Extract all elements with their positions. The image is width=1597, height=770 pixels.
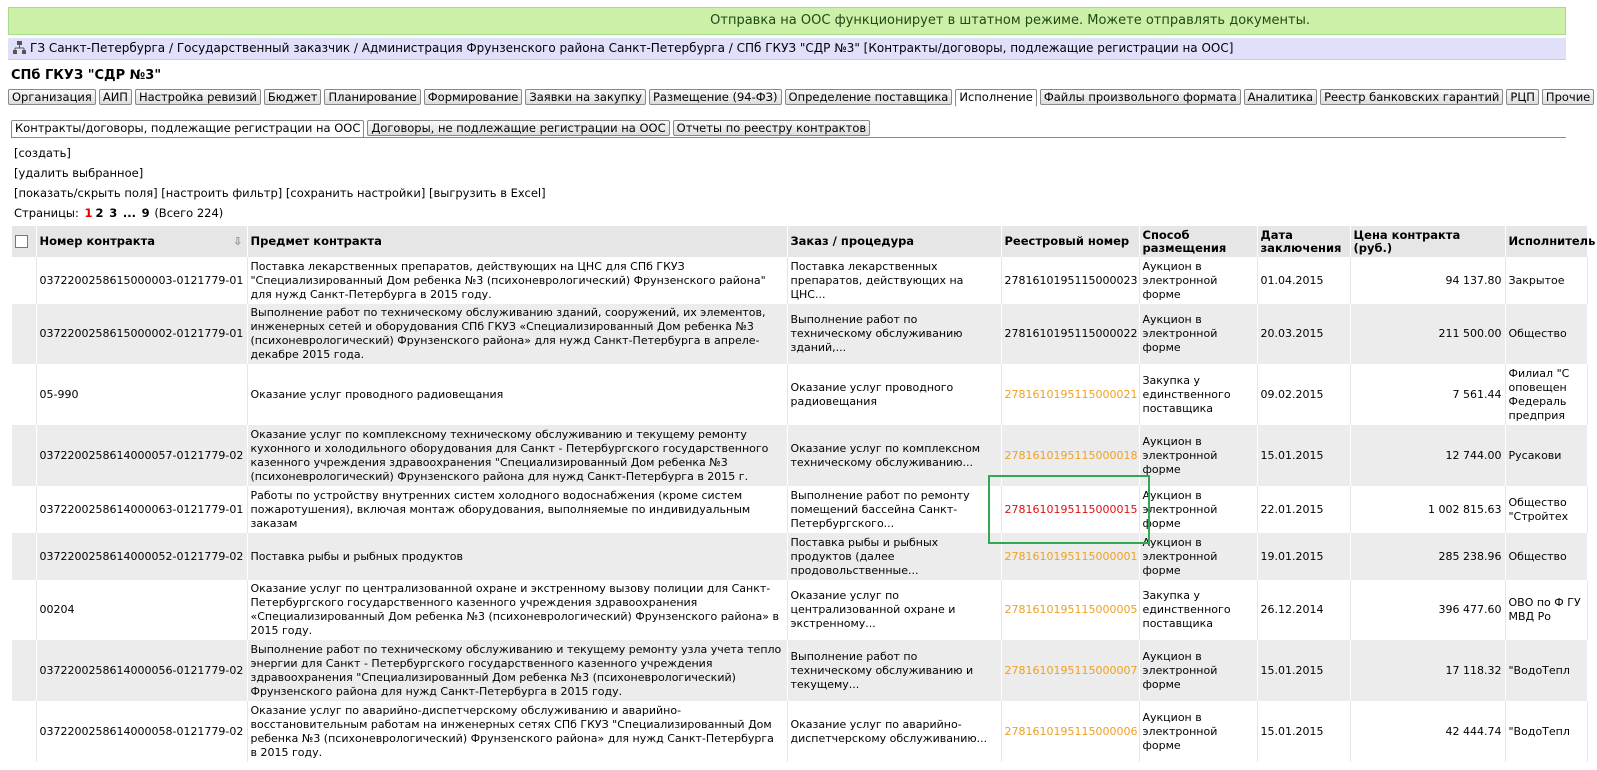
tab-execution[interactable]: Исполнение bbox=[955, 89, 1037, 107]
breadcrumb bbox=[8, 38, 1566, 60]
cell-executor bbox=[1505, 640, 1587, 701]
subtab-registry-reports[interactable]: Отчеты по реестру контрактов bbox=[673, 120, 871, 136]
cell-subject bbox=[247, 486, 787, 533]
tab-rcp[interactable]: РЦП bbox=[1506, 89, 1539, 105]
cell-registry[interactable] bbox=[1001, 533, 1139, 580]
col-number[interactable]: Номер контракта ⇩ bbox=[36, 226, 247, 257]
table-row[interactable] bbox=[12, 533, 1587, 580]
cell-price: 17 118.32 bbox=[1350, 640, 1505, 701]
cell-number[interactable]: 00204 bbox=[36, 580, 247, 640]
cell-method: Закупка у единственного поставщика bbox=[1139, 364, 1257, 425]
pagination-label: Страницы: bbox=[14, 206, 79, 220]
cell-date: 26.12.2014 bbox=[1257, 580, 1350, 640]
cell-price: 42 444.74 bbox=[1350, 701, 1505, 762]
cell-subject bbox=[247, 640, 787, 701]
tab-organization[interactable]: Организация bbox=[8, 89, 96, 105]
settings-row bbox=[14, 186, 546, 200]
cell-executor bbox=[1505, 257, 1587, 304]
contracts-table bbox=[12, 226, 1596, 762]
cell-price: 94 137.80 bbox=[1350, 257, 1505, 304]
cell-price: 285 238.96 bbox=[1350, 533, 1505, 580]
cell-method: Аукцион в электронной форме bbox=[1139, 701, 1257, 762]
cell-registry[interactable] bbox=[1001, 701, 1139, 762]
cell-order bbox=[787, 701, 1001, 762]
order-text: Оказание услуг по комплексном техническому обслуживанию... bbox=[790, 441, 981, 469]
order-text: Поставка лекарственных препаратов, действующих на ЦНС... bbox=[790, 259, 964, 301]
cell-registry[interactable] bbox=[1001, 580, 1139, 640]
page-link-last[interactable]: 9 bbox=[141, 206, 150, 220]
cell-number[interactable]: 0372200258614000058-0121779-02 bbox=[36, 701, 247, 762]
cell-date: 01.04.2015 bbox=[1257, 257, 1350, 304]
row-checkbox-cell bbox=[12, 640, 36, 701]
main-tabs bbox=[8, 89, 1591, 107]
order-text: Выполнение работ по техническому обслуживанию и текущему... bbox=[790, 649, 974, 691]
col-method[interactable]: Способ размещения bbox=[1139, 226, 1257, 257]
row-checkbox-cell bbox=[12, 701, 36, 762]
cell-number[interactable]: 0372200258614000056-0121779-02 bbox=[36, 640, 247, 701]
cell-order bbox=[787, 257, 1001, 304]
row-checkbox-cell bbox=[12, 257, 36, 304]
cell-price: 7 561.44 bbox=[1350, 364, 1505, 425]
subtab-unregistered-contracts[interactable]: Договоры, не подлежащие регистрации на ООС bbox=[367, 120, 669, 136]
delete-selected-link[interactable]: [удалить выбранное] bbox=[14, 166, 144, 180]
cell-subject bbox=[247, 364, 787, 425]
cell-registry[interactable] bbox=[1001, 364, 1139, 425]
tab-custom-files[interactable]: Файлы произвольного формата bbox=[1040, 89, 1241, 105]
divider bbox=[11, 137, 1566, 138]
table-row[interactable] bbox=[12, 486, 1587, 533]
subject-text: Выполнение работ по техническому обслуживанию зданий, сооружений, их элементов, инженерных сетей и оборудования СПб ГКУЗ «Специализированный Дом ребенка №3 (психоневрологический) Фрунзенского района» для нужд Санкт-Петербурга в апреле-декабре 2015 года. bbox=[250, 306, 766, 361]
breadcrumb-text[interactable]: ГЗ Санкт-Петербурга / Государственный заказчик / Администрация Фрунзенского района Санкт-Петербурга / СПб ГКУЗ "СДР №3" [Контракты/договоры, подлежащие регистрации на ООС] bbox=[30, 41, 1234, 55]
tab-audit-settings[interactable]: Настройка ревизий bbox=[135, 89, 261, 105]
cell-date: 19.01.2015 bbox=[1257, 533, 1350, 580]
cell-method: Аукцион в электронной форме bbox=[1139, 640, 1257, 701]
registry-number-link[interactable]: 2781610195115000022 bbox=[1004, 327, 1138, 340]
cell-executor bbox=[1505, 533, 1587, 580]
create-row bbox=[14, 146, 71, 160]
executor-text: Русакови bbox=[1508, 448, 1562, 462]
cell-date: 09.02.2015 bbox=[1257, 364, 1350, 425]
cell-executor bbox=[1505, 364, 1587, 425]
table-header-row bbox=[12, 226, 1587, 257]
cell-subject bbox=[247, 257, 787, 304]
col-subject[interactable]: Предмет контракта bbox=[247, 226, 787, 257]
cell-date: 15.01.2015 bbox=[1257, 701, 1350, 762]
toggle-fields-link[interactable]: [показать/скрыть поля] bbox=[14, 186, 158, 200]
tab-aip[interactable]: АИП bbox=[99, 89, 132, 105]
cell-order bbox=[787, 533, 1001, 580]
cell-registry[interactable] bbox=[1001, 486, 1139, 533]
cell-method: Аукцион в электронной форме bbox=[1139, 533, 1257, 580]
order-text: Выполнение работ по ремонту помещений бассейна Санкт-Петербургского... bbox=[790, 488, 970, 530]
cell-executor bbox=[1505, 701, 1587, 762]
cell-price: 211 500.00 bbox=[1350, 304, 1505, 364]
page-ellipsis: ... bbox=[122, 206, 136, 220]
registry-number-link[interactable]: 2781610195115000001 bbox=[1004, 549, 1138, 563]
tab-budget[interactable]: Бюджет bbox=[264, 89, 322, 105]
sub-tabs bbox=[11, 120, 873, 138]
cell-order bbox=[787, 580, 1001, 640]
order-text: Оказание услуг по централизованной охране и экстренному... bbox=[790, 589, 956, 630]
cell-registry[interactable] bbox=[1001, 304, 1139, 364]
pagination-total: (Всего 224) bbox=[154, 206, 224, 220]
cell-executor bbox=[1505, 304, 1587, 364]
col-date[interactable]: Дата заключения bbox=[1257, 226, 1350, 257]
tab-purchase-requests[interactable]: Заявки на закупку bbox=[525, 89, 646, 105]
table-row[interactable] bbox=[12, 425, 1587, 486]
cell-method: Аукцион в электронной форме bbox=[1139, 257, 1257, 304]
subject-text: Выполнение работ по техническому обслуживанию и текущему ремонту узла учета тепло энергии для Санкт - Петербургского государственного казенного учреждения здравоохранения "Специализированный Дом ребенка №3 (психоневрологический) Фрунзенского района для нужд Санкт-Петербурга в 2015 году. bbox=[250, 642, 782, 698]
tab-supplier-selection[interactable]: Определение поставщика bbox=[785, 89, 953, 105]
order-text: Оказание услуг по аварийно-диспетчерскому обслуживанию... bbox=[790, 717, 988, 745]
create-link[interactable]: [создать] bbox=[14, 146, 71, 160]
cell-order bbox=[787, 304, 1001, 364]
cell-method: Аукцион в электронной форме bbox=[1139, 486, 1257, 533]
registry-number-link[interactable]: 2781610195115000023 bbox=[1004, 273, 1138, 287]
row-checkbox-cell bbox=[12, 364, 36, 425]
page-current: 1 bbox=[84, 206, 93, 220]
cell-subject bbox=[247, 425, 787, 486]
subject-text: Работы по устройству внутренних систем холодного водоснабжения (кроме систем пожаротушения), включая монтаж оборудования, выполняемые по индивидуальным заказам bbox=[250, 488, 751, 530]
col-order[interactable]: Заказ / процедура bbox=[787, 226, 1001, 257]
executor-text: ОВО по Ф ГУ МВД Ро bbox=[1508, 596, 1581, 623]
executor-text: Общество bbox=[1508, 549, 1567, 563]
subject-text: Оказание услуг по аварийно-диспетчерскому обслуживанию и аварийно-восстановительным работам на инженерных сетях СПб ГКУЗ "Специализированный Дом ребенка №3 (психоневрологический) Фрунзенского района» для нужд Санкт-Петербурга в 2015 году. bbox=[250, 703, 774, 759]
tab-bank-guarantees[interactable]: Реестр банковских гарантий bbox=[1320, 89, 1503, 105]
subject-text: Оказание услуг по комплексному техническому обслуживанию и текущему ремонту кухонного и холодильного оборудования для Санкт - Петербургского государственного казенного учреждения здравоохранения "Специализированный Дом ребенка №3 (психоневрологический) Фрунзенского района для нужд Санкт-Петербурга в 2015 г. bbox=[250, 427, 769, 483]
table-row[interactable] bbox=[12, 304, 1587, 364]
registry-number-link[interactable]: 2781610195115000006 bbox=[1004, 724, 1138, 738]
cell-date: 20.03.2015 bbox=[1257, 304, 1350, 364]
tab-forming[interactable]: Формирование bbox=[424, 89, 523, 105]
registry-number-link[interactable]: 2781610195115000018 bbox=[1004, 448, 1138, 462]
filter-link[interactable]: [настроить фильтр] bbox=[161, 186, 283, 200]
cell-method: Закупка у единственного поставщика bbox=[1139, 580, 1257, 640]
table-row[interactable] bbox=[12, 257, 1587, 304]
executor-text: "ВодоТепл bbox=[1508, 724, 1570, 738]
cell-subject bbox=[247, 701, 787, 762]
subject-text: Оказание услуг проводного радиовещания bbox=[250, 387, 504, 401]
save-settings-link[interactable]: [сохранить настройки] bbox=[285, 186, 426, 200]
cell-registry[interactable] bbox=[1001, 425, 1139, 486]
cell-order bbox=[787, 486, 1001, 533]
subtab-registered-contracts[interactable]: Контракты/договоры, подлежащие регистрации на ООС bbox=[11, 120, 364, 138]
cell-price: 396 477.60 bbox=[1350, 580, 1505, 640]
cell-registry[interactable] bbox=[1001, 640, 1139, 701]
delete-row bbox=[14, 166, 143, 180]
sort-arrow-icon[interactable]: ⇩ bbox=[233, 235, 243, 248]
executor-text: Закрытое bbox=[1508, 273, 1565, 287]
table-row[interactable] bbox=[12, 580, 1587, 640]
cell-number[interactable]: 0372200258614000052-0121779-02 bbox=[36, 533, 247, 580]
row-checkbox-cell bbox=[12, 304, 36, 364]
cell-price: 12 744.00 bbox=[1350, 425, 1505, 486]
row-checkbox-cell bbox=[12, 425, 36, 486]
tab-placement-94fz[interactable]: Размещение (94-ФЗ) bbox=[649, 89, 782, 105]
table-row[interactable] bbox=[12, 701, 1587, 762]
cell-price: 1 002 815.63 bbox=[1350, 486, 1505, 533]
executor-text: Филиал "С оповещен Федераль предприя bbox=[1508, 366, 1570, 422]
row-checkbox-cell bbox=[12, 486, 36, 533]
registry-number-link[interactable]: 2781610195115000007 bbox=[1004, 663, 1138, 677]
pagination bbox=[14, 206, 223, 220]
order-text: Поставка рыбы и рыбных продуктов (далее продовольственные... bbox=[790, 535, 939, 577]
select-all-cell bbox=[12, 226, 36, 257]
cell-subject bbox=[247, 533, 787, 580]
cell-date: 15.01.2015 bbox=[1257, 640, 1350, 701]
order-text: Выполнение работ по техническому обслуживанию зданий,... bbox=[790, 313, 963, 354]
subject-text: Оказание услуг по централизованной охране и экстренному вызову полиции для Санкт-Петербургского государственного казенного учреждения здравоохранения «Специализированный Дом ребенка №3 (психоневрологический) Фрунзенского района» в 2015 году. bbox=[250, 582, 779, 637]
cell-executor bbox=[1505, 486, 1587, 533]
col-price[interactable]: Цена контракта (руб.) bbox=[1350, 226, 1505, 257]
executor-text: Общество bbox=[1508, 327, 1567, 340]
table-row[interactable] bbox=[12, 364, 1587, 425]
cell-registry[interactable] bbox=[1001, 257, 1139, 304]
col-registry[interactable]: Реестровый номер bbox=[1001, 226, 1139, 257]
cell-number[interactable]: 0372200258615000002-0121779-01 bbox=[36, 304, 247, 364]
table-row[interactable] bbox=[12, 640, 1587, 701]
cell-order bbox=[787, 425, 1001, 486]
cell-number[interactable]: 05-990 bbox=[36, 364, 247, 425]
cell-subject bbox=[247, 580, 787, 640]
cell-order bbox=[787, 364, 1001, 425]
order-text: Оказание услуг проводного радиовещания bbox=[790, 380, 954, 408]
export-excel-link[interactable]: [выгрузить в Excel] bbox=[428, 186, 546, 200]
cell-method: Аукцион в электронной форме bbox=[1139, 304, 1257, 364]
cell-number[interactable]: 0372200258614000057-0121779-02 bbox=[36, 425, 247, 486]
cell-executor bbox=[1505, 425, 1587, 486]
status-banner: Отправка на ООС функционирует в штатном режиме. Можете отправлять документы. bbox=[8, 7, 1566, 35]
cell-number[interactable]: 0372200258614000063-0121779-01 bbox=[36, 486, 247, 533]
select-all-checkbox[interactable] bbox=[15, 235, 28, 248]
page-link[interactable]: 3 bbox=[109, 206, 118, 220]
cell-date: 15.01.2015 bbox=[1257, 425, 1350, 486]
tab-analytics[interactable]: Аналитика bbox=[1244, 89, 1317, 105]
cell-order bbox=[787, 640, 1001, 701]
registry-number-link[interactable]: 2781610195115000015 bbox=[1004, 502, 1138, 516]
executor-text: "ВодоТепл bbox=[1508, 663, 1570, 677]
cell-subject bbox=[247, 304, 787, 364]
cell-method: Аукцион в электронной форме bbox=[1139, 425, 1257, 486]
executor-text: Общество "Стройтех bbox=[1508, 495, 1569, 523]
col-executor[interactable]: Исполнитель bbox=[1505, 226, 1587, 257]
tab-planning[interactable]: Планирование bbox=[324, 89, 420, 105]
cell-number[interactable]: 0372200258615000003-0121779-01 bbox=[36, 257, 247, 304]
registry-number-link[interactable]: 2781610195115000005 bbox=[1004, 603, 1138, 616]
tab-other[interactable]: Прочие bbox=[1542, 89, 1594, 105]
cell-executor bbox=[1505, 580, 1587, 640]
page-title: СПб ГКУЗ "СДР №3" bbox=[11, 68, 162, 83]
registry-number-link[interactable]: 2781610195115000021 bbox=[1004, 387, 1138, 401]
subject-text: Поставка лекарственных препаратов, действующих на ЦНС для СПб ГКУЗ "Специализированный Дом ребенка №3 (психоневрологический) Фрунзенского района" для нужд Санкт-Петербурга в 2015 году. bbox=[250, 259, 766, 301]
page-link[interactable]: 2 bbox=[95, 206, 104, 220]
cell-date: 22.01.2015 bbox=[1257, 486, 1350, 533]
row-checkbox-cell bbox=[12, 580, 36, 640]
hierarchy-icon bbox=[13, 41, 26, 54]
subject-text: Поставка рыбы и рыбных продуктов bbox=[250, 549, 463, 563]
row-checkbox-cell bbox=[12, 533, 36, 580]
